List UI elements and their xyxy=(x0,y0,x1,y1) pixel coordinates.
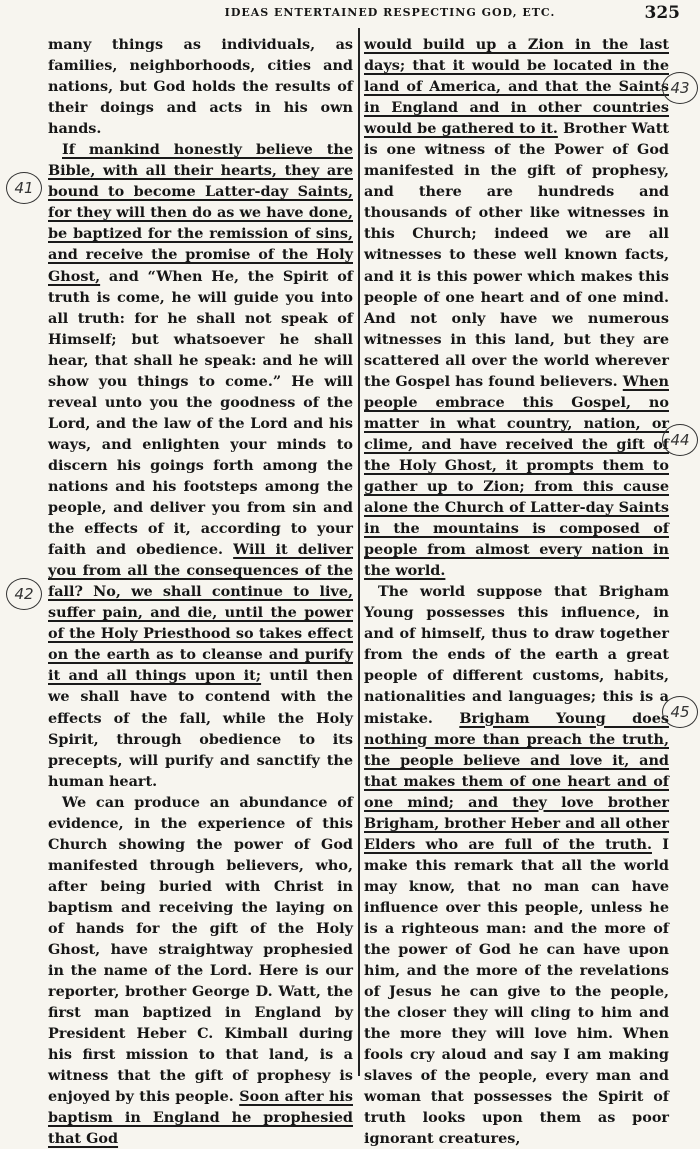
page-number: 325 xyxy=(644,3,680,23)
margin-note-45: 45 xyxy=(662,696,698,728)
text: many things as individuals, as families, neighborhoods, cities and nations, but God holds the results of their doings and acts in his own hands. xyxy=(48,36,353,138)
underlined-passage-42: Will it deliver you from all the consequences of the fall? No, we shall continue to live, suffer pain, and die, until the power of the Holy Priesthood so takes effect on the earth as to cleanse and purify it and all things upon it; xyxy=(48,541,353,685)
underlined-passage-43-start: Soon after his baptism in England he prophesied that God xyxy=(48,1088,353,1148)
margin-note-44: 44 xyxy=(662,424,698,456)
text: I make this remark that all the world may know, that no man can have influence over this people, unless he is a righteous man: and the more of the power of God he can have upon him, and the more of the revelations of Jesus he can give to the people, the closer they will cling to him and the more they will love him. When fools cry aloud and say I am making slaves of the people, every man and woman that possesses the Spirit of truth looks upon them as poor ignorant creatures, xyxy=(364,835,669,1148)
margin-note-42: 42 xyxy=(6,578,42,610)
text: Brother Watt is one witness of the Power of God manifested in the gift of prophesy, and there are hundreds and thousands of other like witnesses in this Church; indeed we are all witnesses to these well known facts, and it is this power which makes this people of one heart and of one mind. And not only have we numerous witnesses in this land, but they are scattered all over the world wherever the Gospel has found believers. xyxy=(364,120,669,390)
underlined-passage-41: If mankind honestly believe the Bible, with all their hearts, they are bound to become Latter-day Saints, for they will then do as we have done, be baptized for the remission of sins, and receive the promise of the Holy Ghost, xyxy=(48,141,353,285)
margin-note-43: 43 xyxy=(662,72,698,104)
paragraph-evidence xyxy=(48,792,353,1149)
margin-note-41: 41 xyxy=(6,172,42,204)
paragraph-continued xyxy=(48,34,353,139)
left-column xyxy=(48,34,353,1149)
text: until then we shall have to contend with the effects of the fall, while the Holy Spirit, through obedience to its precepts, will purify and sanctify the human heart. xyxy=(48,667,353,790)
paragraph-bible xyxy=(48,139,353,791)
right-column xyxy=(364,34,669,1149)
text: and “When He, the Spirit of truth is come, he will guide you into all truth: for he shall not speak of Himself; but whatsoever he shall hear, that shall he speak: and he will show you things to come.” He will reveal unto you the goodness of the Lord, and the law of the Lord and his ways, and enlighten your minds to discern his goings forth among the nations and his footsteps among the people, and deliver you from sin and the effects of it, according to your faith and obedience. xyxy=(48,267,353,559)
text: We can produce an abundance of evidence, in the experience of this Church showing the power of God manifested through believers, who, after being buried with Christ in baptism and receiving the laying on of hands for the gift of the Holy Ghost, have straightway prophesied in the name of the Lord. Here is our reporter, brother George D. Watt, the first man baptized in England by President Heber C. Kimball during his first mission to that land, is a witness that the gift of prophesy is enjoyed by this people. xyxy=(48,793,353,1106)
running-head: IDEAS ENTERTAINED RESPECTING GOD, ETC. xyxy=(224,6,556,19)
underlined-passage-44: When people embrace this Gospel, no matter in what country, nation, or clime, and have received the gift of the Holy Ghost, it prompts them to gather up to Zion; from this cause alone the Church of Latter-day Saints in the mountains is composed of people from almost every nation in the world. xyxy=(364,372,669,580)
paragraph-brigham xyxy=(364,581,669,1149)
underlined-passage-45: Brigham Young does nothing more than preach the truth, the people believe and love it, and that makes them of one heart and of one mind; and they love brother Brigham, brother Heber and all other Elders who are full of the truth. xyxy=(364,709,669,853)
text: The world suppose that Brigham Young possesses this influence, in and of himself, thus to draw together from the ends of the earth a great people of different customs, habits, nationalities and languages; this is a mistake. xyxy=(364,583,669,727)
underlined-passage-43: would build up a Zion in the last days; that it would be located in the land of America, and that the Saints in England and in other countries would be gathered to it. xyxy=(364,36,669,138)
column-divider xyxy=(358,28,360,1076)
paragraph-continued xyxy=(364,34,669,581)
